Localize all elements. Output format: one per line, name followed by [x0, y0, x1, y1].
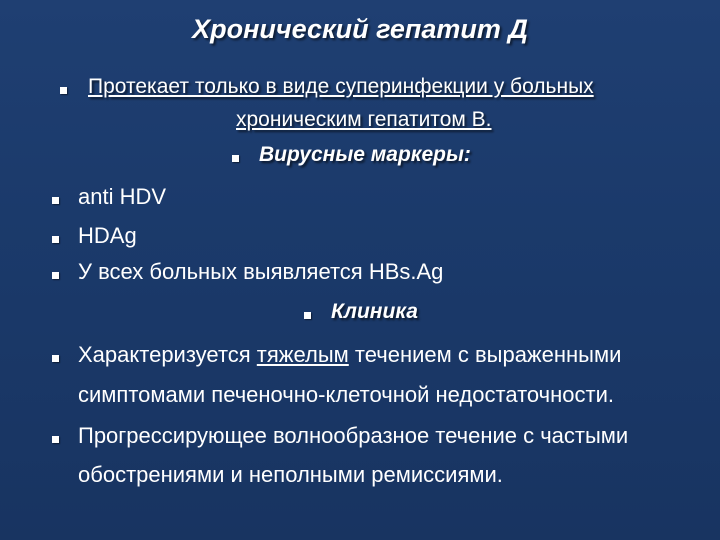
clinic-item-suffix: течением с выраженными: [348, 342, 622, 367]
clinic-item-line-1: Прогрессирующее волнообразное течение с частыми: [78, 423, 629, 448]
clinic-item-emphasis: тяжелым: [256, 342, 349, 367]
clinic-item-line-1: [78, 341, 621, 369]
slide-title: Хронический гепатит Д: [192, 14, 528, 44]
marker-item: anti HDV: [78, 184, 167, 209]
bullet-icon: [52, 436, 59, 443]
clinic-heading: Клиника: [331, 300, 418, 323]
bullet-icon: [232, 155, 239, 162]
marker-item: У всех больных выявляется HBs.Ag: [78, 259, 444, 284]
intro-line-1: Протекает только в виде суперинфекции у больных: [88, 75, 594, 98]
bullet-icon: [52, 236, 59, 243]
bullet-icon: [60, 87, 67, 94]
bullet-icon: [304, 312, 311, 319]
bullet-icon: [52, 272, 59, 279]
clinic-item-line-2: обострениями и неполными ремиссиями.: [78, 462, 503, 487]
clinic-item-line-2: симптомами печеночно-клеточной недостаточности.: [78, 382, 614, 407]
bullet-icon: [52, 355, 59, 362]
clinic-item-prefix: Характеризуется: [78, 342, 257, 367]
marker-item: HDAg: [78, 223, 137, 248]
bullet-icon: [52, 197, 59, 204]
intro-line-2: хроническим гепатитом В.: [236, 108, 492, 131]
markers-heading: Вирусные маркеры:: [259, 143, 471, 166]
